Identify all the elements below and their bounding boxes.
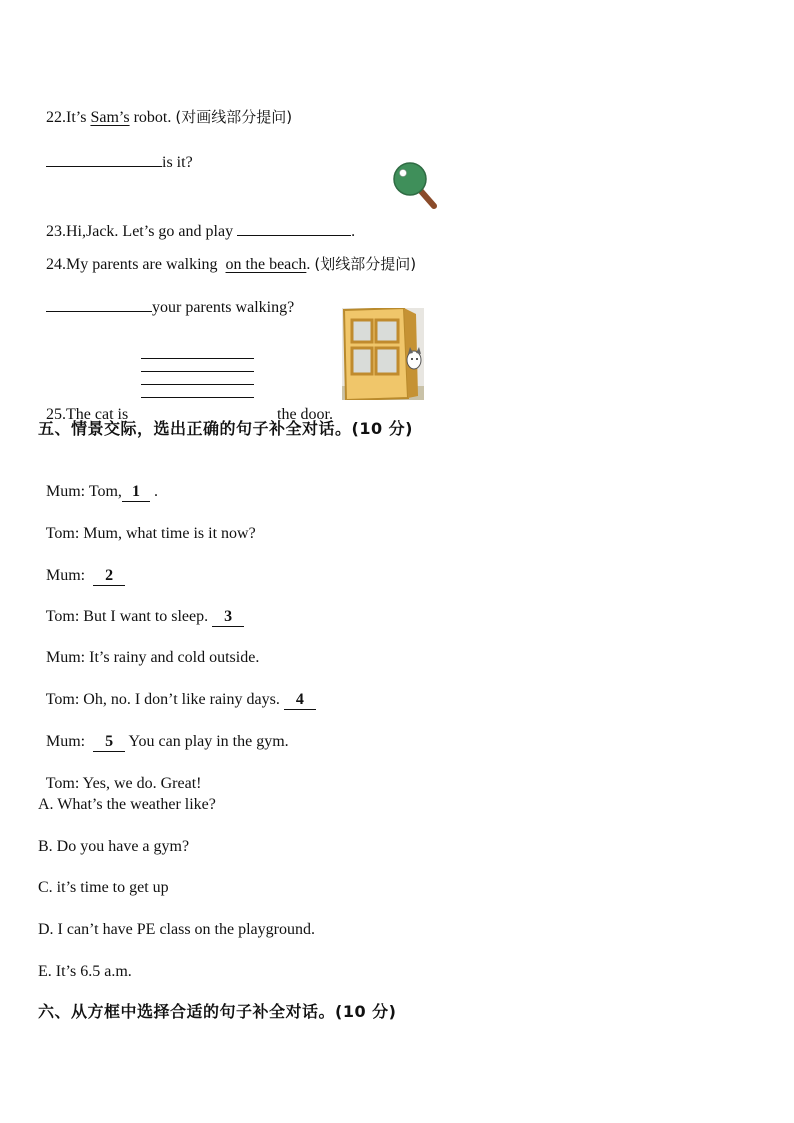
underlined-phrase: Sam’s bbox=[90, 109, 130, 126]
cat-behind-door-icon bbox=[342, 308, 424, 400]
dialogue-line-6 bbox=[38, 670, 316, 710]
answer-text: your parents walking? bbox=[152, 299, 295, 316]
answer-blank-4[interactable]: 4 bbox=[284, 691, 316, 710]
instruction-note: (划线部分提问) bbox=[314, 255, 417, 273]
speaker-label: Mum: bbox=[46, 733, 90, 750]
speaker-label: Mum: bbox=[46, 649, 90, 666]
question-text: The cat is bbox=[66, 406, 129, 423]
dialogue-text: Oh, no. I don’t like rainy days. bbox=[83, 691, 284, 708]
option-a: A. What’s the weather like? bbox=[38, 796, 216, 813]
answer-blank-5[interactable]: 5 bbox=[93, 733, 125, 752]
dialogue-line-3 bbox=[38, 546, 125, 586]
speaker-label: Tom: bbox=[45, 775, 83, 792]
dialogue-text: It’s rainy and cold outside. bbox=[89, 649, 260, 666]
dialogue-line-1 bbox=[38, 462, 158, 502]
dialogue-text: Mum, what time is it now? bbox=[83, 525, 256, 542]
dialogue-text: But I want to sleep. bbox=[83, 608, 213, 625]
answer-blank-3[interactable]: 3 bbox=[212, 608, 244, 627]
option-c: C. it’s time to get up bbox=[38, 879, 169, 896]
question-24 bbox=[38, 234, 416, 275]
dialogue-line-4 bbox=[38, 587, 244, 627]
question-text: robot. bbox=[129, 109, 176, 126]
speaker-label: Mum: bbox=[46, 567, 90, 584]
question-22 bbox=[38, 87, 292, 128]
dialogue-text: Yes, we do. Great! bbox=[82, 775, 202, 792]
question-number: 25. bbox=[46, 406, 66, 423]
section-5-heading: 五、情景交际，选出正确的句子补全对话。(10 分) bbox=[38, 419, 413, 438]
answer-blank[interactable] bbox=[46, 150, 162, 167]
speaker-label: Mum: bbox=[46, 483, 89, 500]
dialogue-line-2 bbox=[38, 504, 256, 544]
dialogue-line-7 bbox=[38, 712, 289, 752]
instruction-note: (对画线部分提问) bbox=[175, 108, 293, 126]
ping-pong-paddle-icon bbox=[390, 160, 440, 210]
answer-line-24 bbox=[38, 275, 294, 318]
option-e: E. It’s 6.5 a.m. bbox=[38, 963, 132, 980]
speaker-label: Tom: bbox=[45, 525, 84, 542]
underlined-phrase: on the beach bbox=[225, 256, 307, 273]
answer-line-22 bbox=[38, 130, 193, 173]
dialogue-text: . bbox=[149, 483, 158, 500]
dialogue-text: You can play in the gym. bbox=[125, 733, 289, 750]
question-text: It’s bbox=[66, 109, 91, 126]
answer-text: is it? bbox=[162, 154, 193, 171]
option-b: B. Do you have a gym? bbox=[38, 838, 190, 855]
dialogue-text: Tom, bbox=[88, 483, 122, 500]
answer-blank-2[interactable]: 2 bbox=[93, 567, 125, 586]
question-text: . bbox=[351, 223, 356, 240]
speaker-label: Tom: bbox=[45, 691, 84, 708]
question-number: 24. bbox=[46, 256, 66, 273]
answer-blank[interactable] bbox=[46, 295, 152, 312]
question-text: Hi,Jack. Let’s go and play bbox=[66, 223, 238, 240]
question-text: the door. bbox=[277, 406, 333, 423]
question-text: . bbox=[306, 256, 315, 273]
speaker-label: Tom: bbox=[45, 608, 84, 625]
answer-blank-1[interactable]: 1 bbox=[122, 483, 150, 502]
question-text: My parents are walking bbox=[66, 256, 226, 273]
dialogue-line-5 bbox=[38, 628, 259, 668]
question-number: 22. bbox=[46, 109, 66, 126]
option-d: D. I can’t have PE class on the playground. bbox=[38, 921, 315, 938]
dialogue-line-8 bbox=[38, 754, 201, 794]
question-number: 23. bbox=[46, 223, 66, 240]
section-6-heading: 六、从方框中选择合适的句子补全对话。(10 分) bbox=[38, 1002, 397, 1021]
